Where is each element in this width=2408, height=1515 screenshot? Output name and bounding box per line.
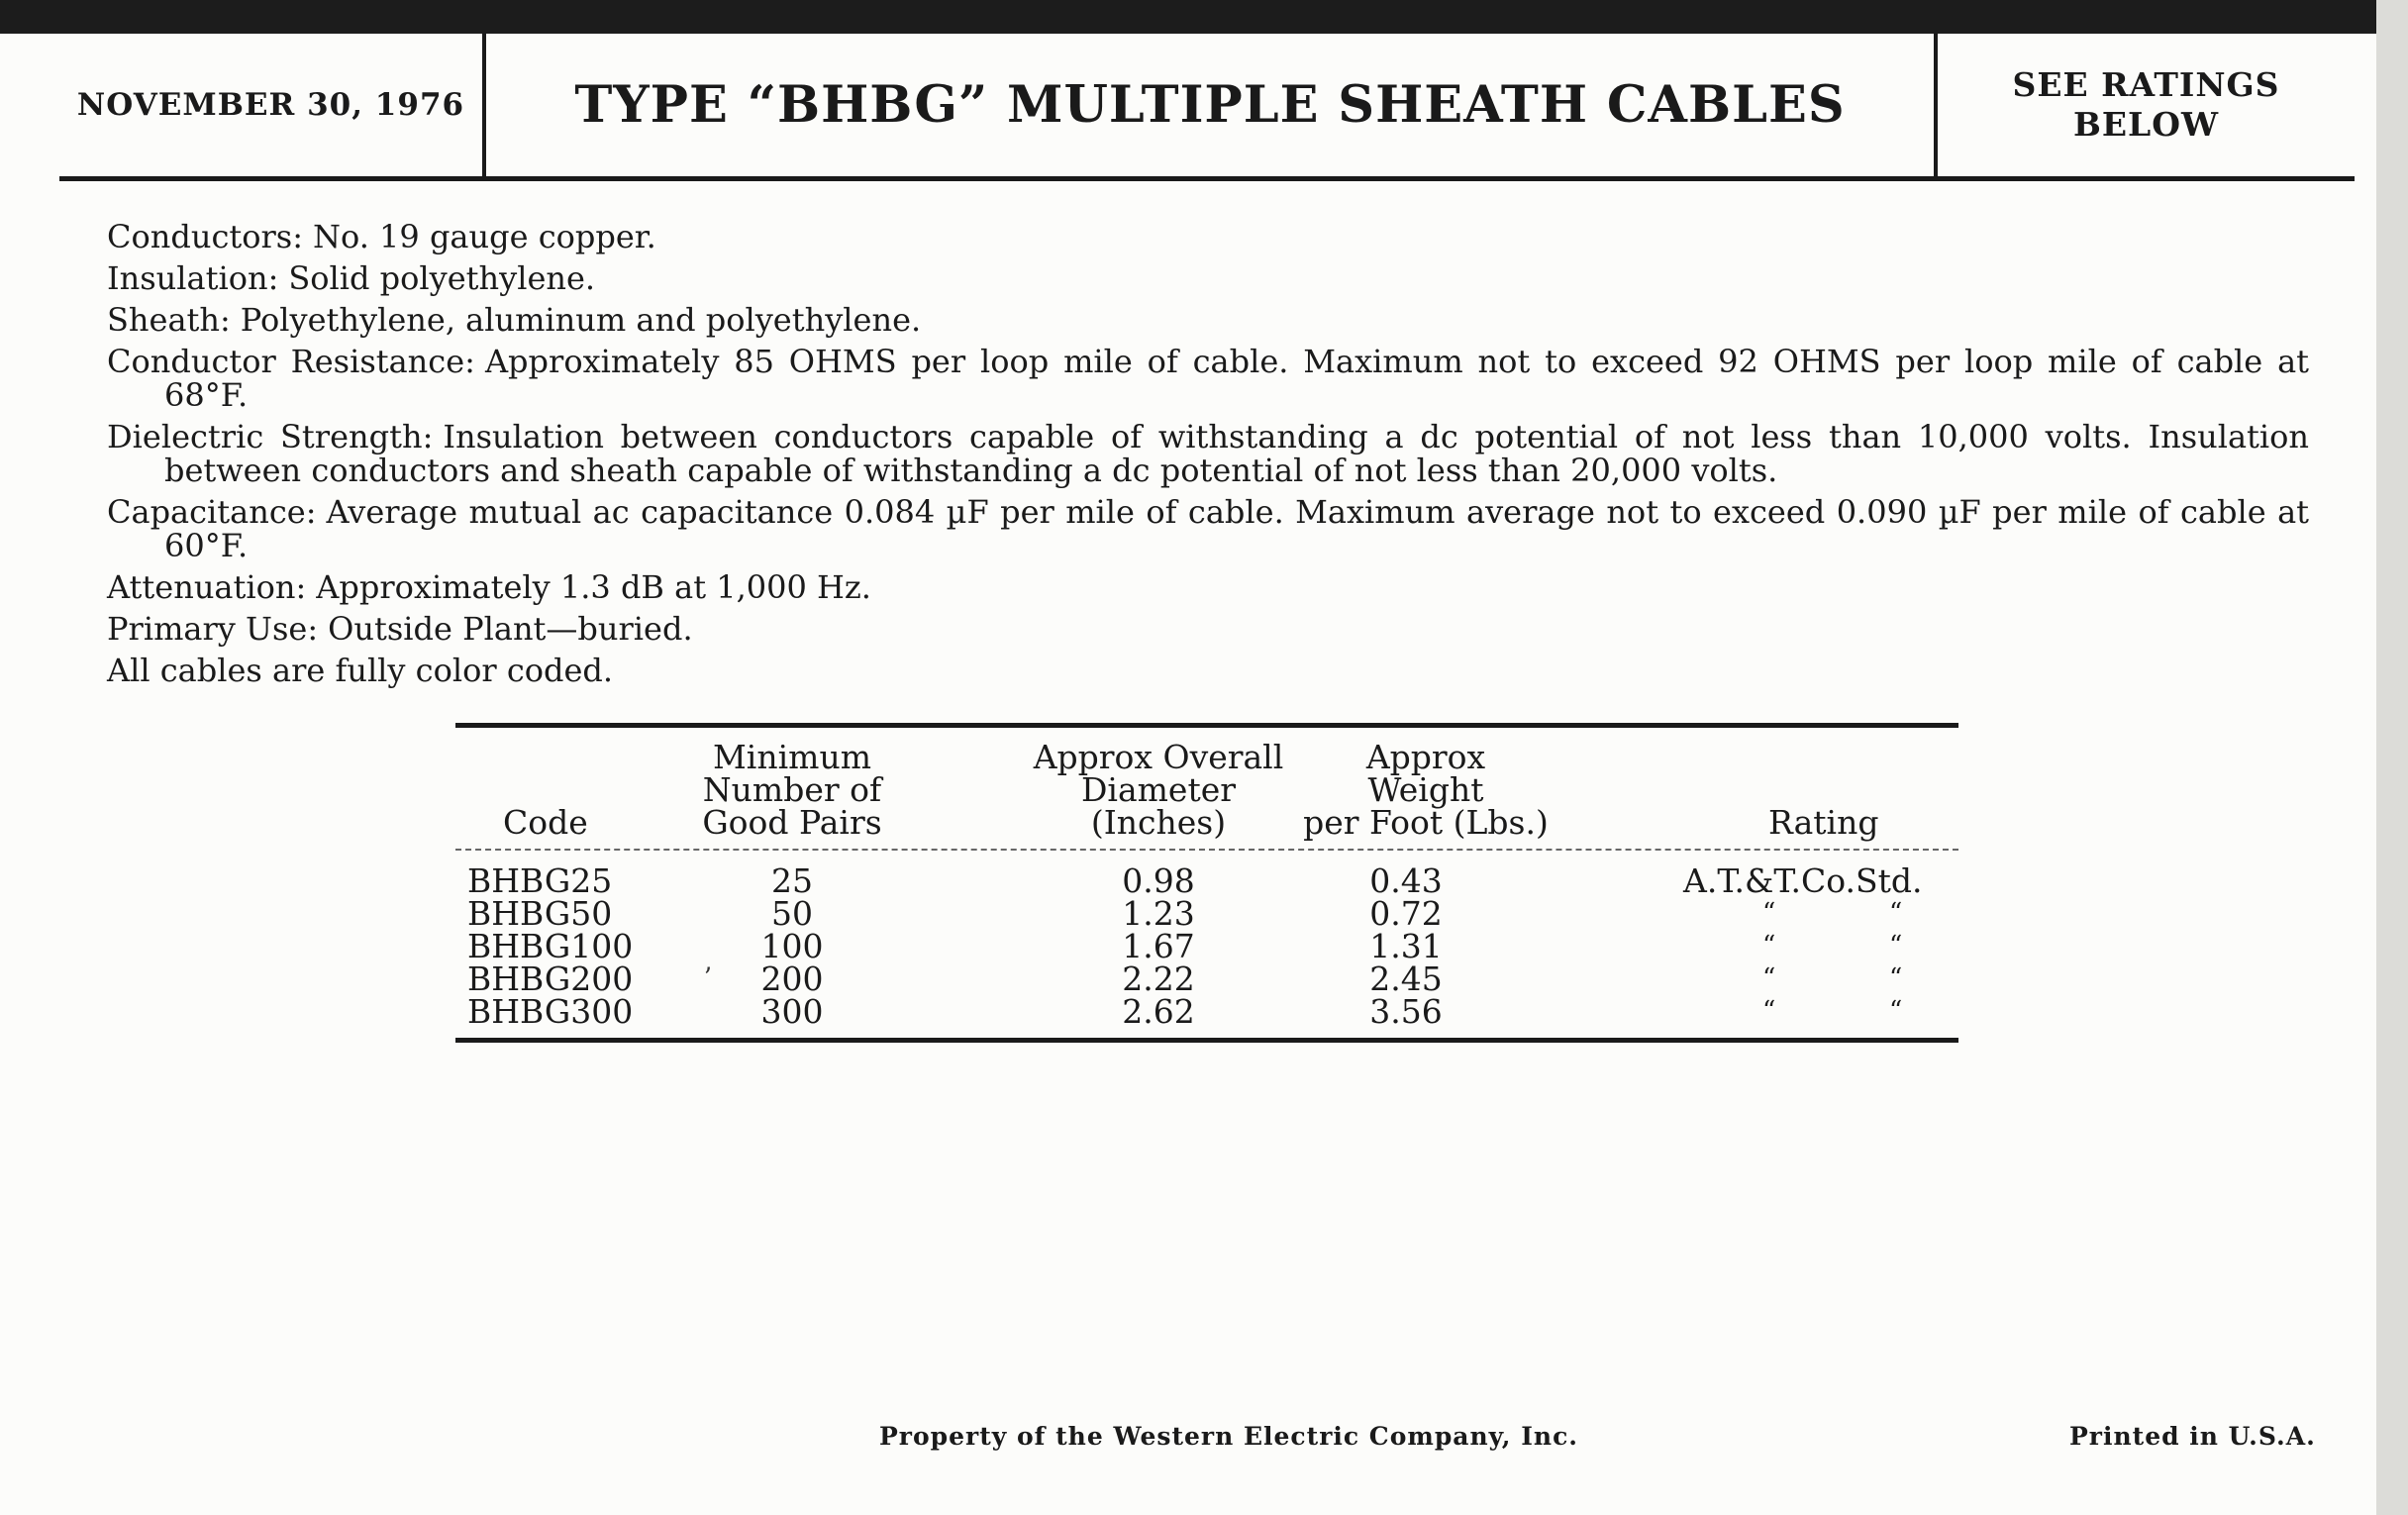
table-row [455, 894, 1958, 933]
spec-primary-use [107, 612, 2309, 646]
table-row [455, 992, 1958, 1031]
spec-color-coded [107, 654, 2309, 687]
cell-diameter: 1.67 [1122, 927, 1195, 965]
col-header-rating: Rating [1768, 803, 1879, 842]
cell-weight: 2.45 [1369, 960, 1443, 998]
header-rating-line2: BELOW [2072, 105, 2220, 144]
cell-pairs: 25 [771, 861, 813, 900]
page-title: TYPE “BHBG” MULTIPLE SHEATH CABLES [486, 34, 1938, 176]
spec-text: Solid polyethylene. [288, 259, 596, 297]
spec-text: Polyethylene, aluminum and polyethylene. [240, 301, 922, 339]
spec-label: Attenuation: [107, 568, 307, 606]
ditto-mark: “ [1762, 996, 1776, 1026]
col-header-weight-line: per Foot (Lbs.) [1303, 803, 1549, 842]
spec-attenuation [107, 570, 2309, 604]
spec-label: Primary Use: [107, 610, 319, 648]
col-header-diameter [1020, 738, 1297, 842]
cell-pairs: 200 [760, 960, 824, 998]
cable-data-card [0, 34, 2376, 1515]
table-body [455, 851, 1958, 1038]
col-header-code: Code [503, 803, 588, 842]
spec-label: Dielectric Strength: [107, 418, 434, 455]
spec-text: Approximately 1.3 dB at 1,000 Hz. [316, 568, 871, 606]
cell-diameter: 2.22 [1122, 960, 1195, 998]
cell-weight: 0.43 [1369, 861, 1443, 900]
spec-text: All cables are fully color coded. [107, 652, 614, 689]
cell-code: BHBG200 [467, 960, 634, 998]
cell-diameter: 2.62 [1122, 992, 1195, 1031]
spec-label: Conductor Resistance: [107, 343, 475, 380]
spec-sheath [107, 303, 2309, 337]
ditto-mark: “ [1889, 963, 1903, 993]
cell-diameter: 0.98 [1122, 861, 1195, 900]
spec-text: Approximately 85 OHMS per loop mile of cable. Maximum not to exceed 92 OHMS per loop mile of cable at 68°F. [164, 343, 2310, 414]
ditto-mark: “ [1889, 931, 1903, 960]
spec-label: Sheath: [107, 301, 231, 339]
cell-diameter: 1.23 [1122, 894, 1195, 933]
spec-conductors [107, 220, 2309, 253]
spec-text: Average mutual ac capacitance 0.084 µF per mile of cable. Maximum average not to exceed 0.090 µF per mile of cable at 60°F. [164, 493, 2309, 564]
ditto-mark: “ [1762, 931, 1776, 960]
ditto-mark: “ [1762, 898, 1776, 928]
ditto-mark: “ [1889, 996, 1903, 1026]
footer-printed: Printed in U.S.A. [2069, 1422, 2316, 1451]
col-header-weight-line: Approx [1365, 738, 1486, 776]
table-row [455, 861, 1958, 900]
spec-label: Insulation: [107, 259, 279, 297]
cell-rating: A.T.&T.Co.Std. [1683, 861, 1923, 900]
cell-pairs: 50 [771, 894, 813, 933]
footer-property: Property of the Western Electric Company, Inc. [879, 1422, 1579, 1451]
spec-text: Insulation between conductors capable of withstanding a dc potential of not less than 10,000 volts. Insulation between conductors and sheath capable of withstanding a dc potential of not less than 20,000 volts. [164, 418, 2310, 489]
spec-dielectric-strength [107, 420, 2309, 487]
col-header-pairs-line: Good Pairs [702, 803, 882, 842]
col-header-weight-line: Weight [1367, 770, 1484, 809]
card-edge [2376, 0, 2408, 1515]
table-header [455, 728, 1958, 851]
spec-label: Conductors: [107, 218, 303, 255]
header-date: NOVEMBER 30, 1976 [59, 34, 486, 176]
table-row [455, 960, 1958, 998]
header-bar [59, 34, 2355, 181]
ditto-mark: “ [1889, 898, 1903, 928]
header-rating-note [1938, 34, 2355, 176]
cell-pairs: 300 [760, 992, 824, 1031]
col-header-pairs-line: Number of [702, 770, 882, 809]
cell-weight: 3.56 [1369, 992, 1443, 1031]
spec-capacitance [107, 495, 2309, 562]
cable-table [455, 723, 1958, 1043]
header-rating-line1: SEE RATINGS [2012, 65, 2280, 104]
col-header-diameter-line: (Inches) [1090, 803, 1227, 842]
cell-code: BHBG100 [467, 927, 634, 965]
ditto-mark: “ [1762, 963, 1776, 993]
table-bottom-rule [455, 1038, 1958, 1043]
cell-code: BHBG25 [467, 861, 613, 900]
spec-label: Capacitance: [107, 493, 317, 531]
spec-insulation [107, 261, 2309, 295]
spec-list [107, 220, 2309, 695]
cell-code: BHBG300 [467, 992, 634, 1031]
spec-conductor-resistance [107, 345, 2309, 412]
cell-weight: 0.72 [1369, 894, 1443, 933]
table-row [455, 927, 1958, 965]
col-header-pairs-line: Minimum [713, 738, 871, 776]
spec-text: No. 19 gauge copper. [313, 218, 656, 255]
cell-weight: 1.31 [1369, 927, 1443, 965]
col-header-pairs [673, 738, 911, 842]
cell-code: BHBG50 [467, 894, 613, 933]
col-header-weight [1287, 738, 1564, 842]
col-header-diameter-line: Diameter [1080, 770, 1237, 809]
col-header-diameter-line: Approx Overall [1033, 738, 1284, 776]
cell-pairs: 100 [760, 927, 824, 965]
spec-text: Outside Plant—buried. [328, 610, 693, 648]
stray-mark: ʼ [703, 963, 712, 993]
